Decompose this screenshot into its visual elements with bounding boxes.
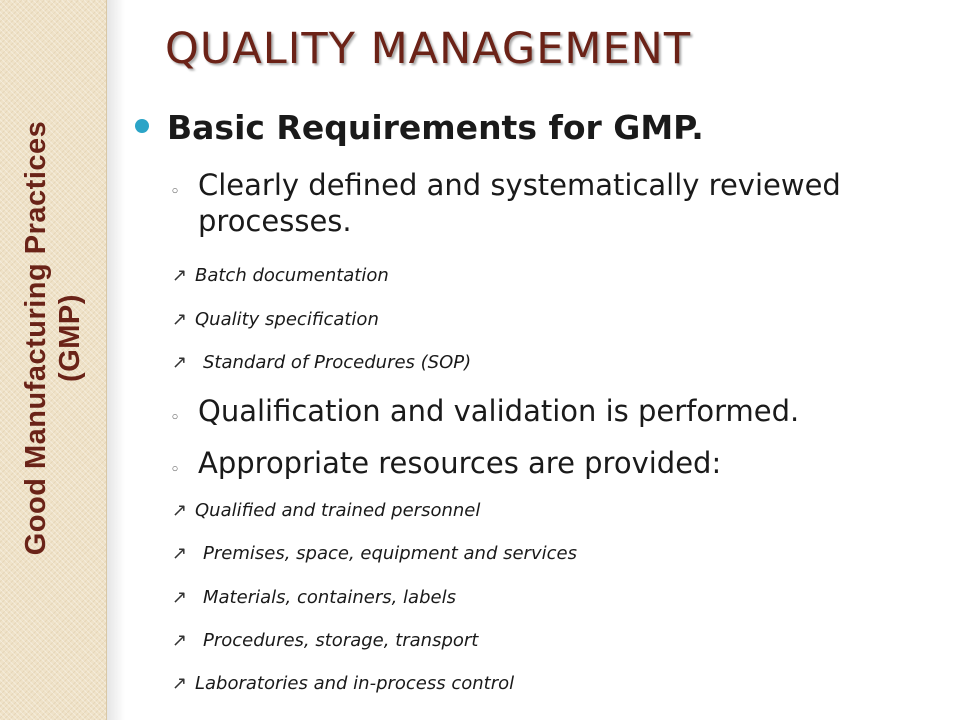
circle-bullet-icon: ◦	[170, 182, 181, 202]
circle-bullet-icon: ◦	[170, 460, 181, 480]
list-item-text: Procedures, storage, transport	[203, 630, 479, 651]
list-item-text: Clearly defined and systematically reviewed processes.	[198, 168, 841, 238]
list-item-text: Appropriate resources are provided:	[198, 446, 722, 480]
arrow-up-right-icon: ↗	[172, 265, 188, 286]
arrow-up-right-icon: ↗	[172, 500, 188, 521]
list-item-text: Standard of Procedures (SOP)	[203, 352, 472, 373]
band-shadow	[107, 0, 125, 720]
circle-bullet-icon: ◦	[170, 408, 181, 428]
list-item-text: Qualified and trained personnel	[195, 500, 481, 521]
arrow-up-right-icon: ↗	[172, 673, 188, 694]
heading-bullet	[135, 108, 960, 147]
bullet-dot-icon	[135, 119, 149, 133]
list-item-text: Qualification and validation is performed.	[198, 394, 800, 428]
side-title-line1: Good Manufacturing Practices	[20, 120, 52, 556]
arrow-up-right-icon: ↗	[172, 630, 188, 651]
list-item-text: Batch documentation	[195, 265, 389, 286]
arrow-up-right-icon: ↗	[172, 309, 188, 330]
side-title-line2: (GMP)	[54, 294, 86, 382]
heading-text: Basic Requirements for GMP.	[167, 108, 704, 147]
arrow-up-right-icon: ↗	[172, 543, 188, 564]
list-item-text: Premises, space, equipment and services	[203, 543, 577, 564]
arrow-up-right-icon: ↗	[172, 587, 188, 608]
slide-title: QUALITY MANAGEMENT	[165, 24, 692, 74]
list-item-text: Laboratories and in-process control	[195, 673, 515, 694]
side-title	[19, 58, 87, 618]
list-item-text: Quality specification	[195, 309, 379, 330]
arrow-up-right-icon: ↗	[172, 352, 188, 373]
list-item-text: Materials, containers, labels	[203, 587, 456, 608]
